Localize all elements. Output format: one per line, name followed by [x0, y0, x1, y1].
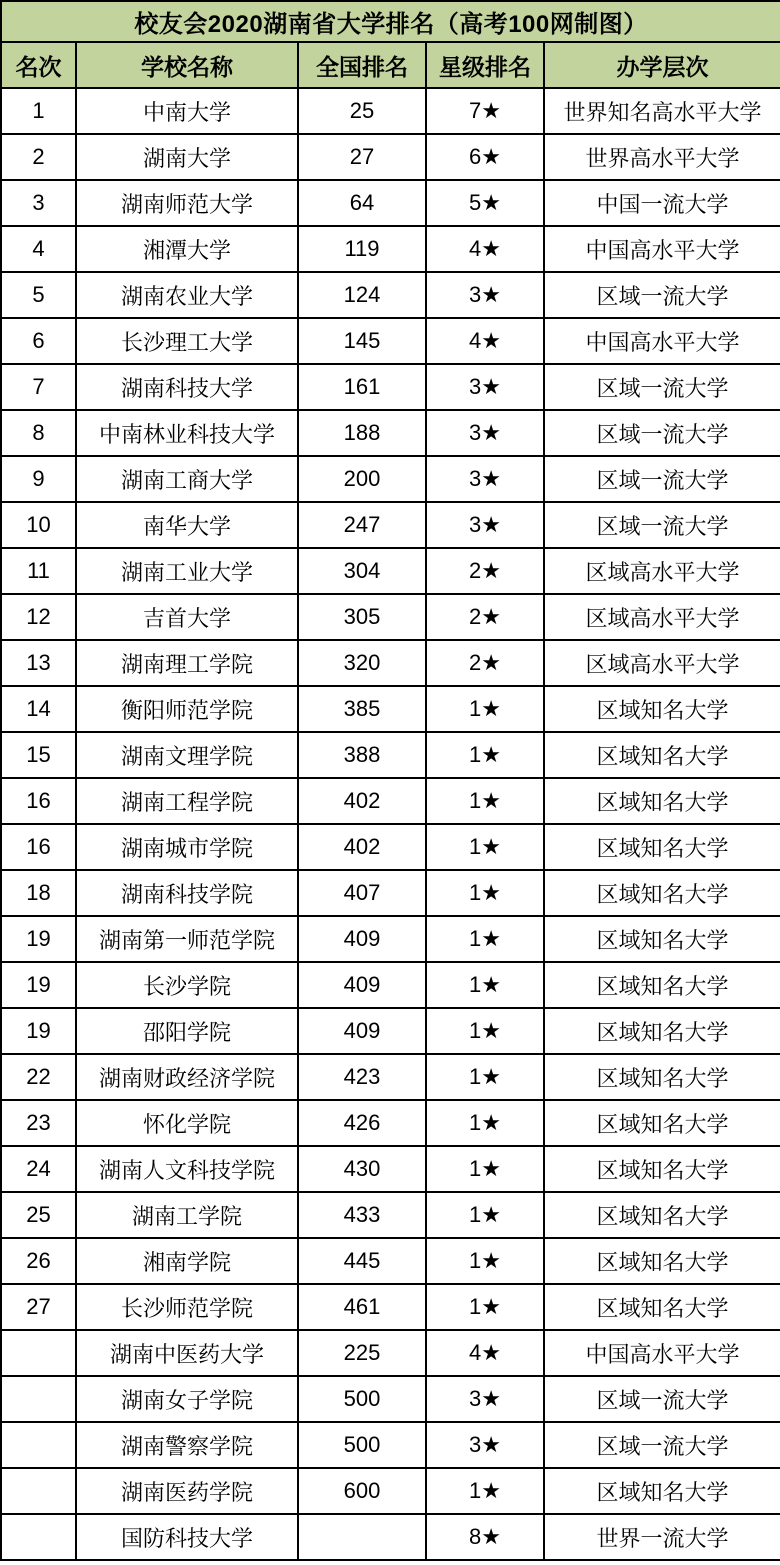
tier-cell: 区域知名大学 — [544, 1054, 780, 1100]
national-rank-cell: 27 — [298, 134, 426, 180]
rank-cell: 26 — [1, 1238, 76, 1284]
national-rank-cell: 145 — [298, 318, 426, 364]
star-rating-cell: 3★ — [426, 410, 544, 456]
national-rank-cell: 124 — [298, 272, 426, 318]
star-rating-cell: 1★ — [426, 778, 544, 824]
national-rank-cell: 119 — [298, 226, 426, 272]
tier-cell: 区域一流大学 — [544, 272, 780, 318]
national-rank-cell: 500 — [298, 1376, 426, 1422]
rank-cell: 19 — [1, 962, 76, 1008]
tier-cell: 区域知名大学 — [544, 1284, 780, 1330]
rank-cell — [1, 1330, 76, 1376]
tier-cell: 区域知名大学 — [544, 778, 780, 824]
column-header-star-rating: 星级排名 — [426, 42, 544, 88]
table-row — [1, 1422, 780, 1468]
tier-cell: 区域高水平大学 — [544, 548, 780, 594]
rank-cell: 5 — [1, 272, 76, 318]
national-rank-cell: 433 — [298, 1192, 426, 1238]
table-row — [1, 226, 780, 272]
table-row — [1, 732, 780, 778]
school-name-cell: 湖南城市学院 — [76, 824, 298, 870]
rank-cell: 6 — [1, 318, 76, 364]
tier-cell: 区域一流大学 — [544, 1422, 780, 1468]
column-header-row — [1, 42, 780, 88]
national-rank-cell: 600 — [298, 1468, 426, 1514]
school-name-cell: 衡阳师范学院 — [76, 686, 298, 732]
table-row — [1, 134, 780, 180]
tier-cell: 区域知名大学 — [544, 1238, 780, 1284]
national-rank-cell: 407 — [298, 870, 426, 916]
school-name-cell: 湖南财政经济学院 — [76, 1054, 298, 1100]
national-rank-cell: 320 — [298, 640, 426, 686]
school-name-cell: 湖南人文科技学院 — [76, 1146, 298, 1192]
star-rating-cell: 1★ — [426, 732, 544, 778]
table-row — [1, 870, 780, 916]
table-row — [1, 1054, 780, 1100]
table-row — [1, 502, 780, 548]
tier-cell: 区域知名大学 — [544, 916, 780, 962]
school-name-cell: 湖南科技大学 — [76, 364, 298, 410]
star-rating-cell: 1★ — [426, 1008, 544, 1054]
star-rating-cell: 2★ — [426, 640, 544, 686]
school-name-cell: 湘南学院 — [76, 1238, 298, 1284]
rank-cell: 16 — [1, 778, 76, 824]
title-row — [1, 1, 780, 42]
table-row — [1, 1284, 780, 1330]
tier-cell: 区域一流大学 — [544, 364, 780, 410]
school-name-cell: 湖南女子学院 — [76, 1376, 298, 1422]
rank-cell: 14 — [1, 686, 76, 732]
tier-cell: 区域知名大学 — [544, 824, 780, 870]
star-rating-cell: 1★ — [426, 1146, 544, 1192]
table-row — [1, 1192, 780, 1238]
tier-cell: 区域知名大学 — [544, 1468, 780, 1514]
table-row — [1, 778, 780, 824]
national-rank-cell: 409 — [298, 962, 426, 1008]
school-name-cell: 湖南中医药大学 — [76, 1330, 298, 1376]
rank-cell: 19 — [1, 916, 76, 962]
star-rating-cell: 3★ — [426, 456, 544, 502]
table-row — [1, 88, 780, 134]
rank-cell: 13 — [1, 640, 76, 686]
star-rating-cell: 1★ — [426, 870, 544, 916]
table-row — [1, 1330, 780, 1376]
school-name-cell: 湖南农业大学 — [76, 272, 298, 318]
star-rating-cell: 3★ — [426, 1376, 544, 1422]
star-rating-cell: 1★ — [426, 1468, 544, 1514]
rank-cell: 27 — [1, 1284, 76, 1330]
tier-cell: 区域一流大学 — [544, 456, 780, 502]
school-name-cell: 长沙理工大学 — [76, 318, 298, 364]
star-rating-cell: 3★ — [426, 502, 544, 548]
tier-cell: 区域一流大学 — [544, 1376, 780, 1422]
rank-cell: 9 — [1, 456, 76, 502]
national-rank-cell: 500 — [298, 1422, 426, 1468]
table-row — [1, 364, 780, 410]
school-name-cell: 湖南大学 — [76, 134, 298, 180]
school-name-cell: 中南大学 — [76, 88, 298, 134]
national-rank-cell: 200 — [298, 456, 426, 502]
tier-cell: 区域知名大学 — [544, 870, 780, 916]
national-rank-cell: 247 — [298, 502, 426, 548]
star-rating-cell: 1★ — [426, 824, 544, 870]
rank-cell: 3 — [1, 180, 76, 226]
table-row — [1, 1468, 780, 1514]
star-rating-cell: 1★ — [426, 1238, 544, 1284]
table-row — [1, 916, 780, 962]
table-row — [1, 824, 780, 870]
rank-cell: 7 — [1, 364, 76, 410]
school-name-cell: 怀化学院 — [76, 1100, 298, 1146]
star-rating-cell: 3★ — [426, 1422, 544, 1468]
national-rank-cell: 225 — [298, 1330, 426, 1376]
tier-cell: 区域知名大学 — [544, 1008, 780, 1054]
tier-cell: 中国高水平大学 — [544, 226, 780, 272]
rank-cell: 16 — [1, 824, 76, 870]
tier-cell: 区域知名大学 — [544, 1146, 780, 1192]
national-rank-cell: 445 — [298, 1238, 426, 1284]
tier-cell: 中国高水平大学 — [544, 318, 780, 364]
national-rank-cell: 430 — [298, 1146, 426, 1192]
star-rating-cell: 1★ — [426, 686, 544, 732]
column-header-rank: 名次 — [1, 42, 76, 88]
tier-cell: 区域高水平大学 — [544, 594, 780, 640]
rank-cell — [1, 1514, 76, 1560]
school-name-cell: 吉首大学 — [76, 594, 298, 640]
school-name-cell: 湖南工程学院 — [76, 778, 298, 824]
school-name-cell: 湖南师范大学 — [76, 180, 298, 226]
rank-cell — [1, 1422, 76, 1468]
school-name-cell: 湘潭大学 — [76, 226, 298, 272]
school-name-cell: 湖南工业大学 — [76, 548, 298, 594]
table-row — [1, 1376, 780, 1422]
school-name-cell: 湖南医药学院 — [76, 1468, 298, 1514]
rank-cell: 12 — [1, 594, 76, 640]
rank-cell: 11 — [1, 548, 76, 594]
tier-cell: 世界高水平大学 — [544, 134, 780, 180]
table-row — [1, 1514, 780, 1560]
table-row — [1, 962, 780, 1008]
national-rank-cell: 188 — [298, 410, 426, 456]
national-rank-cell: 426 — [298, 1100, 426, 1146]
rank-cell: 22 — [1, 1054, 76, 1100]
star-rating-cell: 5★ — [426, 180, 544, 226]
rank-cell: 2 — [1, 134, 76, 180]
national-rank-cell: 402 — [298, 824, 426, 870]
national-rank-cell: 25 — [298, 88, 426, 134]
table-row — [1, 180, 780, 226]
school-name-cell: 湖南工学院 — [76, 1192, 298, 1238]
table-row — [1, 410, 780, 456]
tier-cell: 区域高水平大学 — [544, 640, 780, 686]
national-rank-cell: 409 — [298, 1008, 426, 1054]
table-row — [1, 318, 780, 364]
rank-cell: 19 — [1, 1008, 76, 1054]
national-rank-cell: 402 — [298, 778, 426, 824]
table-row — [1, 548, 780, 594]
tier-cell: 区域一流大学 — [544, 502, 780, 548]
star-rating-cell: 1★ — [426, 916, 544, 962]
tier-cell: 区域知名大学 — [544, 962, 780, 1008]
star-rating-cell: 2★ — [426, 548, 544, 594]
school-name-cell: 中南林业科技大学 — [76, 410, 298, 456]
national-rank-cell: 409 — [298, 916, 426, 962]
star-rating-cell: 4★ — [426, 226, 544, 272]
star-rating-cell: 1★ — [426, 1284, 544, 1330]
national-rank-cell — [298, 1514, 426, 1560]
star-rating-cell: 8★ — [426, 1514, 544, 1560]
star-rating-cell: 4★ — [426, 318, 544, 364]
school-name-cell: 长沙学院 — [76, 962, 298, 1008]
table-row — [1, 1146, 780, 1192]
rank-cell: 25 — [1, 1192, 76, 1238]
star-rating-cell: 1★ — [426, 1054, 544, 1100]
school-name-cell: 邵阳学院 — [76, 1008, 298, 1054]
tier-cell: 世界知名高水平大学 — [544, 88, 780, 134]
star-rating-cell: 3★ — [426, 364, 544, 410]
star-rating-cell: 2★ — [426, 594, 544, 640]
tier-cell: 区域知名大学 — [544, 686, 780, 732]
table-row — [1, 1100, 780, 1146]
table-row — [1, 640, 780, 686]
rank-cell — [1, 1468, 76, 1514]
star-rating-cell: 3★ — [426, 272, 544, 318]
school-name-cell: 长沙师范学院 — [76, 1284, 298, 1330]
tier-cell: 中国高水平大学 — [544, 1330, 780, 1376]
rank-cell — [1, 1376, 76, 1422]
rank-cell: 23 — [1, 1100, 76, 1146]
school-name-cell: 湖南工商大学 — [76, 456, 298, 502]
national-rank-cell: 64 — [298, 180, 426, 226]
star-rating-cell: 4★ — [426, 1330, 544, 1376]
table-row — [1, 272, 780, 318]
school-name-cell: 湖南第一师范学院 — [76, 916, 298, 962]
rank-cell: 18 — [1, 870, 76, 916]
school-name-cell: 湖南科技学院 — [76, 870, 298, 916]
tier-cell: 区域知名大学 — [544, 1192, 780, 1238]
rank-cell: 1 — [1, 88, 76, 134]
rank-cell: 15 — [1, 732, 76, 778]
school-name-cell: 国防科技大学 — [76, 1514, 298, 1560]
school-name-cell: 湖南文理学院 — [76, 732, 298, 778]
star-rating-cell: 1★ — [426, 1100, 544, 1146]
table-row — [1, 594, 780, 640]
national-rank-cell: 423 — [298, 1054, 426, 1100]
table-row — [1, 1238, 780, 1284]
star-rating-cell: 7★ — [426, 88, 544, 134]
school-name-cell: 湖南理工学院 — [76, 640, 298, 686]
column-header-national-rank: 全国排名 — [298, 42, 426, 88]
national-rank-cell: 304 — [298, 548, 426, 594]
school-name-cell: 湖南警察学院 — [76, 1422, 298, 1468]
star-rating-cell: 6★ — [426, 134, 544, 180]
national-rank-cell: 388 — [298, 732, 426, 778]
national-rank-cell: 461 — [298, 1284, 426, 1330]
rank-cell: 24 — [1, 1146, 76, 1192]
national-rank-cell: 305 — [298, 594, 426, 640]
tier-cell: 区域一流大学 — [544, 410, 780, 456]
table-row — [1, 686, 780, 732]
rank-cell: 4 — [1, 226, 76, 272]
tier-cell: 区域知名大学 — [544, 1100, 780, 1146]
school-name-cell: 南华大学 — [76, 502, 298, 548]
column-header-school-name: 学校名称 — [76, 42, 298, 88]
table-row — [1, 1008, 780, 1054]
rank-cell: 8 — [1, 410, 76, 456]
tier-cell: 中国一流大学 — [544, 180, 780, 226]
national-rank-cell: 161 — [298, 364, 426, 410]
tier-cell: 世界一流大学 — [544, 1514, 780, 1560]
tier-cell: 区域知名大学 — [544, 732, 780, 778]
star-rating-cell: 1★ — [426, 1192, 544, 1238]
national-rank-cell: 385 — [298, 686, 426, 732]
rank-cell: 10 — [1, 502, 76, 548]
star-rating-cell: 1★ — [426, 962, 544, 1008]
table-title: 校友会2020湖南省大学排名（高考100网制图） — [1, 1, 780, 42]
column-header-tier: 办学层次 — [544, 42, 780, 88]
table-row — [1, 456, 780, 502]
